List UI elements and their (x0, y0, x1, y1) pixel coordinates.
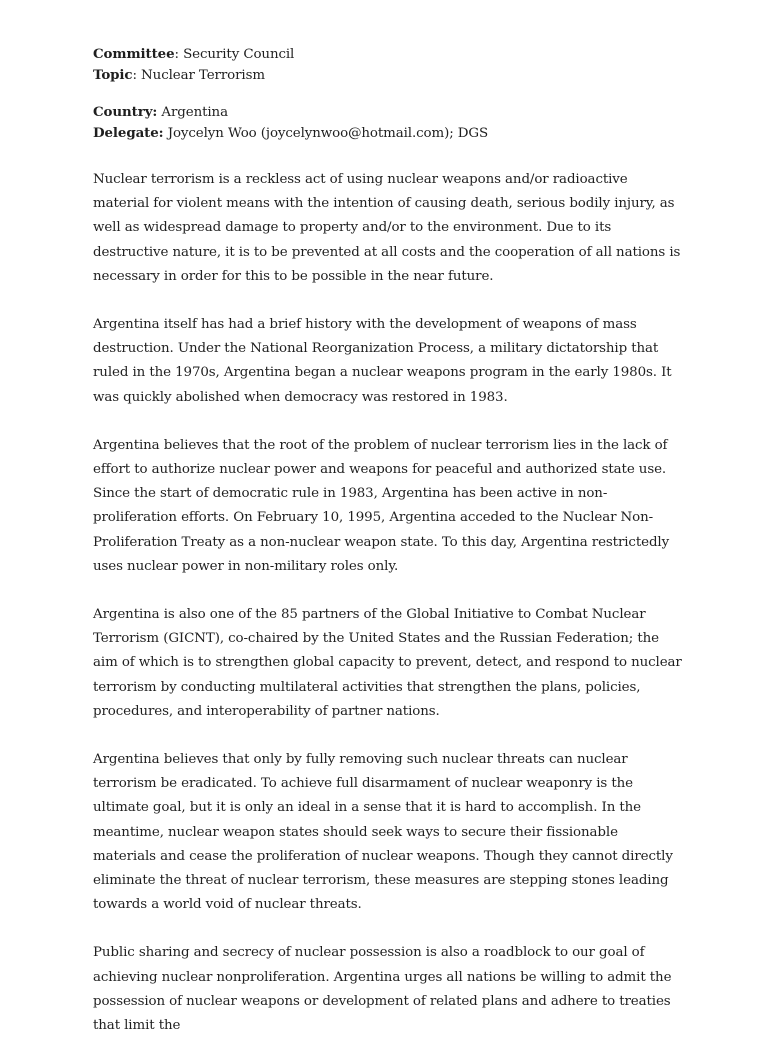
delegate-label: Delegate: (93, 125, 164, 141)
topic-label: Topic (93, 67, 133, 83)
committee-label: Committee (93, 46, 175, 62)
paragraph-gicnt: Argentina is also one of the 85 partners of the Global Initiative to Combat Nuclear Terrorism (GICNT), co-chaired by the United States and the Russian Federation; the aim of which is to strengthen global capacity to prevent, detect, and respond to nuclear terrorism by conducting multilateral activities that strengthen the plans, policies, procedures, and interoperability of partner nations. (93, 607, 682, 719)
document-page (93, 44, 683, 1038)
paragraph-disarmament: Argentina believes that only by fully removing such nuclear threats can nuclear terrorism be eradicated. To achieve full disarmament of nuclear weaponry is the ultimate goal, but it is only an ideal in a sense that it is hard to accomplish. In the meantime, nuclear weapon states should seek ways to secure their fissionable materials and cease the proliferation of nuclear weapons. Though they cannot directly eliminate the threat of nuclear terrorism, these measures are stepping stones leading towards a world void of nuclear threats. (93, 752, 673, 913)
topic-line: Topic: Nuclear Terrorism (93, 67, 265, 83)
country-label: Country: (93, 104, 158, 120)
paragraph-transparency: Public sharing and secrecy of nuclear possession is also a roadblock to our goal of achieving nuclear nonproliferation. Argentina urges all nations be willing to admit the possession of nuclear weapons or development of related plans and adhere to treaties that limit the (93, 945, 672, 1034)
delegate-value: Joycelyn Woo (joycelynwoo@hotmail.com); DGS (167, 126, 489, 141)
topic-value: Nuclear Terrorism (141, 68, 265, 83)
paragraph-history: Argentina itself has had a brief history with the development of weapons of mass destruction. Under the National Reorganization Process, a military dictatorship that ruled in the 1970s, Argentina began a nuclear weapons program in the early 1980s. It was quickly abolished when democracy was restored in 1983. (93, 317, 672, 405)
paragraph-root-problem: Argentina believes that the root of the problem of nuclear terrorism lies in the lack of effort to authorize nuclear power and weapons for peaceful and authorized state use. Since the start of democratic rule in 1983, Argentina has been active in non-proliferation efforts. On February 10, 1995, Argentina acceded to the Nuclear Non-Proliferation Treaty as a non-nuclear weapon state. To this day, Argentina restrictedly uses nuclear power in non-military roles only. (93, 437, 670, 574)
country-delegate-block (93, 102, 683, 144)
committee-topic-block (93, 44, 683, 86)
delegate-line (93, 123, 683, 144)
paragraph-definition: Nuclear terrorism is a reckless act of using nuclear weapons and/or radioactive material for violent means with the intention of causing death, serious bodily injury, as well as widespread damage to property and/or to the environment. Due to its destructive nature, it is to be prevented at all costs and the cooperation of all nations is necessary in order for this to be possible in the near future. (93, 172, 681, 284)
committee-value: Security Council (183, 47, 295, 62)
committee-line: Committee: Security Council (93, 46, 295, 62)
country-line (93, 102, 683, 123)
country-value: Argentina (161, 105, 228, 120)
